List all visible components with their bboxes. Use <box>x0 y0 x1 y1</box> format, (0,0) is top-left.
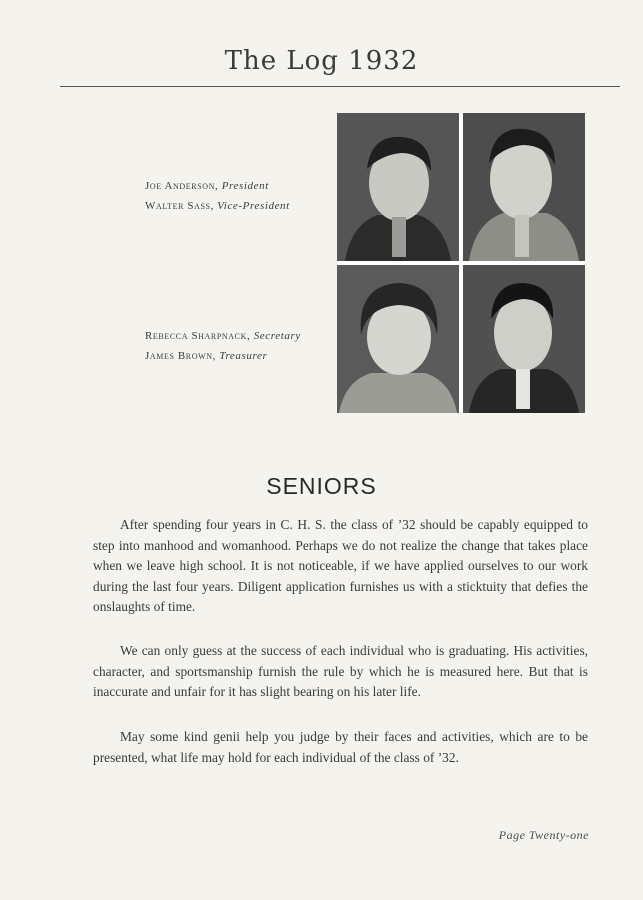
officer-role: Vice-President <box>217 200 290 212</box>
officer-captions-bottom <box>145 326 301 366</box>
officer-name: James Brown <box>145 350 213 362</box>
portrait-photo <box>463 265 585 413</box>
body-paragraph: We can only guess at the success of each individual who is graduating. His activities, character, and sportsmanship furnish the rule by which he is measured here. But that is inaccurate and unfair for it has slight bearing on his later life. <box>93 643 588 699</box>
officer-name: Rebecca Sharpnack <box>145 330 247 342</box>
body-paragraph: After spending four years in C. H. S. the class of ’32 should be capably equipped to step into manhood and womanhood. Perhaps we do not realize the change that takes place when we leave high school. It is not noticeable, if we have applied ourselves to our work during the last four years. Diligent application furnishes us with a sticktuity that defies the onslaughts of time. <box>93 517 588 614</box>
officer-name: Walter Sass <box>145 200 211 212</box>
officer-name: Joe Anderson <box>145 180 216 192</box>
portrait-photo <box>337 265 459 413</box>
page-number: Page Twenty-one <box>498 828 589 842</box>
officer-caption: Joe Anderson, President <box>145 180 269 192</box>
officer-role: President <box>221 180 269 192</box>
header-rule <box>60 86 620 87</box>
officer-caption: Rebecca Sharpnack, Secretary <box>145 330 301 342</box>
officer-captions-top <box>145 176 290 216</box>
portrait-photo <box>337 113 459 261</box>
officer-role: Treasurer <box>219 350 268 362</box>
officer-caption: Walter Sass, Vice-President <box>145 200 290 212</box>
portrait-photo <box>463 113 585 261</box>
body-paragraph: May some kind genii help you judge by their faces and activities, which are to be presented, what life may hold for each individual of the class of ’32. <box>93 729 588 765</box>
officer-role: Secretary <box>253 330 301 342</box>
section-heading: SENIORS <box>266 473 377 499</box>
officer-portrait-grid <box>337 113 585 413</box>
masthead-title: The Log 1932 <box>224 46 419 76</box>
officer-caption: James Brown, Treasurer <box>145 350 268 362</box>
